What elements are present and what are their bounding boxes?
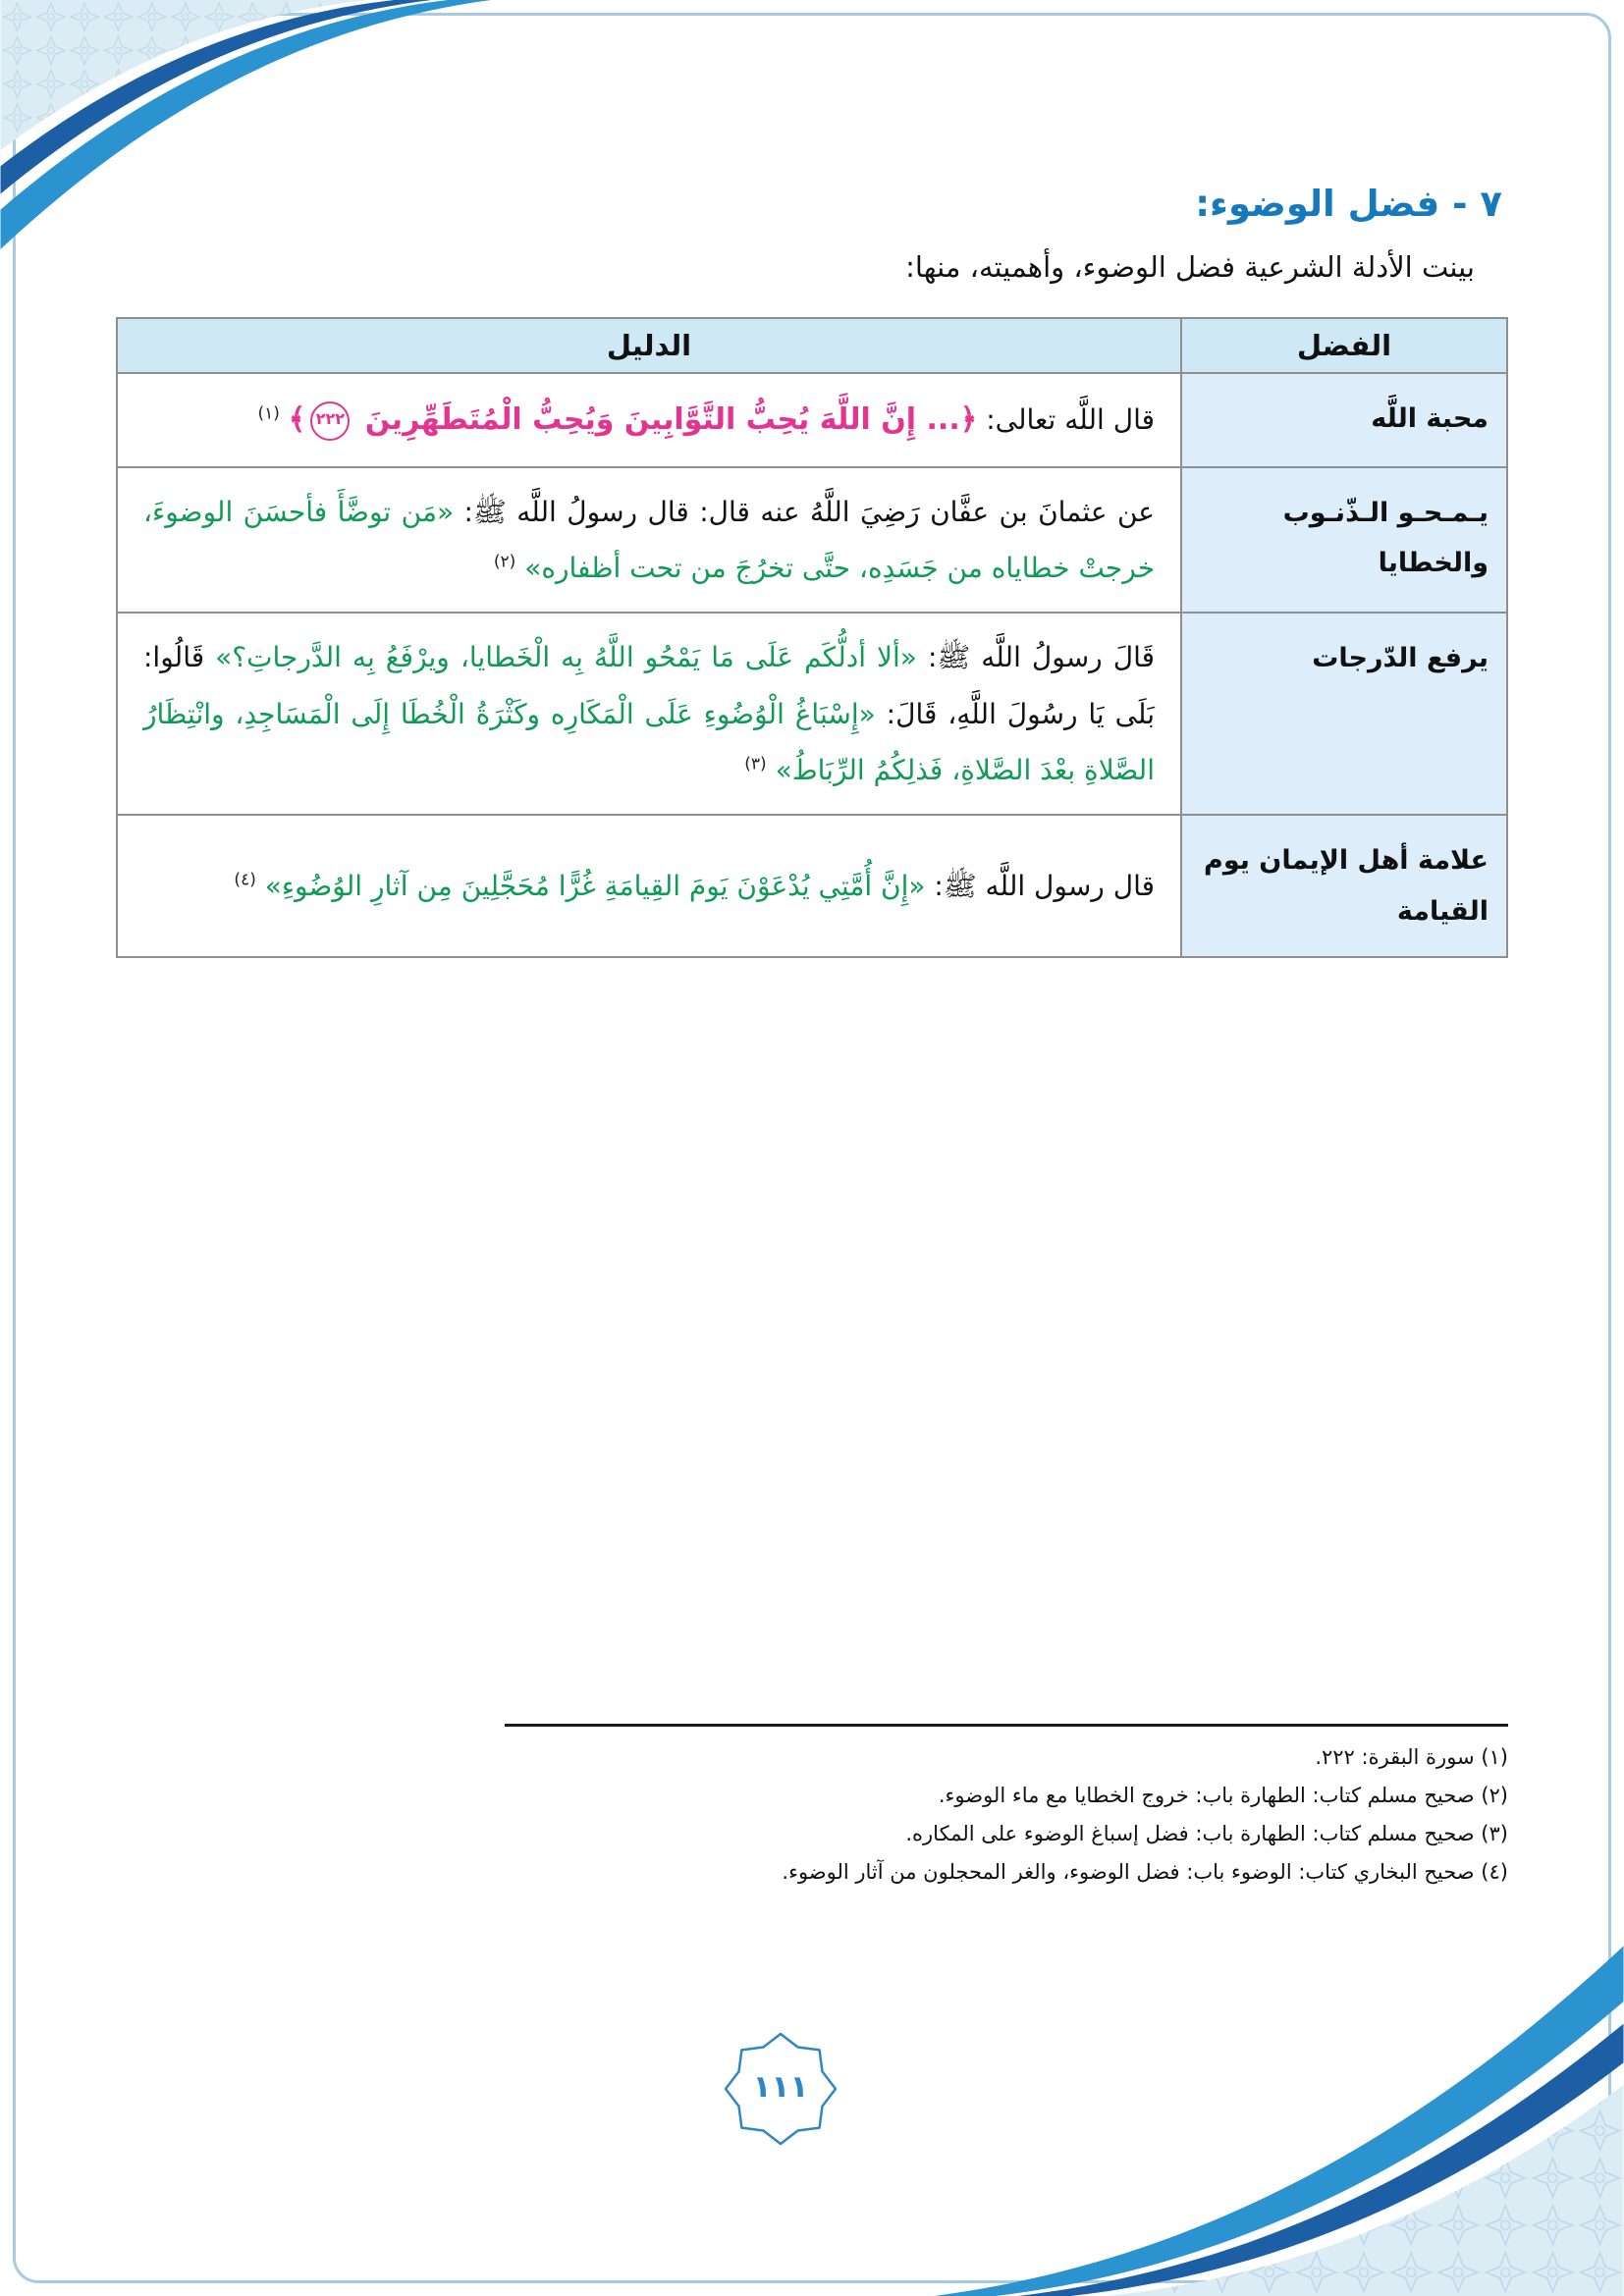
virtues-of-wudu-table (116, 317, 1508, 958)
footnote-line: (٤) صحيح البخاري كتاب: الوضوء باب: فضل الوضوء، والغر المحجلون من آثار الوضوء. (782, 1859, 1508, 1884)
page-number: ١١١ (752, 2069, 809, 2106)
virtue-cell: يرفع الدّرجات (1181, 613, 1507, 815)
virtue-cell: علامة أهل الإيمان يوم القيامة (1181, 815, 1507, 957)
footnote-marker: (٤) (234, 870, 256, 890)
evidence-cell (117, 467, 1181, 614)
footnotes-section (505, 1724, 1508, 1891)
narration-text: قال رسول اللَّه ﷺ: (925, 870, 1155, 903)
page-content (116, 183, 1508, 958)
hadith-text-2: «إِسْبَاغُ الْوُضُوءِ عَلَى الْمَكَارِه وكَثْرَةُ الْخُطَا إِلَى الْمَسَاجِدِ، وانْتِظَارُ الصَّلاةِ بعْدَ الصَّلاةِ، فَذلِكُمُ الرِّبَاطُ» (143, 697, 1155, 787)
section-title: ٧ - فضل الوضوء: (1195, 183, 1502, 225)
virtue-cell: محبة اللَّه (1181, 373, 1507, 467)
table-header-row (117, 318, 1507, 373)
column-header-virtue: الفضل (1181, 318, 1507, 373)
quran-closing-ornament: ﴾ (288, 402, 306, 437)
narration-text: قال اللَّه تعالى: (977, 403, 1155, 436)
footnote-line: (١) سورة البقرة: ٢٢٢. (1315, 1745, 1508, 1769)
footnote-marker: (١) (257, 403, 280, 424)
hadith-text: «ألا أدلُّكَم عَلَى مَا يَمْحُو اللَّهُ بِه الْخَطايا، ويرْفَعُ بِه الدَّرجاتِ؟» (215, 641, 917, 674)
intro-text: بينت الأدلة الشرعية فضل الوضوء، وأهميته، منها: (905, 250, 1475, 284)
evidence-cell (117, 613, 1181, 815)
table-row (117, 467, 1507, 614)
footnote-line: (٢) صحيح مسلم كتاب: الطهارة باب: خروج الخطايا مع ماء الوضوء. (938, 1783, 1508, 1807)
narration-text-2: قَالُوا: بَلَى يَا رسُولَ اللَّهِ، قَالَ: (143, 641, 1155, 730)
table-row (117, 815, 1507, 957)
page-number-badge (722, 2020, 839, 2158)
ayah-number-rosette: ٢٢٢ (310, 401, 350, 441)
evidence-cell (117, 373, 1181, 467)
hadith-text: «مَن توضَّأَ فأحسَنَ الوضوءَ، خرجتْ خطاياه من جَسَدِه، حتَّى تخرُجَ من تحت أظفاره» (143, 495, 1155, 584)
footnote-marker: (٣) (744, 754, 767, 774)
quran-verse-text: ﴿... إِنَّ اللَّهَ يُحِبُّ التَّوَّابِينَ وَيُحِبُّ الْمُتَطَهِّرِينَ (354, 402, 978, 437)
hadith-text: «إِنَّ أُمَّتِي يُدْعَوْنَ يَومَ القِيامَةِ غُرًّا مُحَجَّلِينَ مِن آثارِ الوُضُوءِ» (264, 870, 926, 903)
footnote-marker: (٢) (493, 552, 516, 572)
column-header-evidence: الدليل (117, 318, 1181, 373)
table-row (117, 373, 1507, 467)
table-row (117, 613, 1507, 815)
virtue-cell: يـمـحـو الـذّنـوب والخطايا (1181, 467, 1507, 614)
evidence-cell (117, 815, 1181, 957)
footnote-line: (٣) صحيح مسلم كتاب: الطهارة باب: فضل إسباغ الوضوء على المكاره. (905, 1821, 1508, 1845)
narration-text: عن عثمانَ بن عفَّان رَضِيَ اللَّهُ عنه قال: قال رسولُ اللَّه ﷺ: (454, 495, 1155, 528)
narration-text: قَالَ رسولُ اللَّه ﷺ: (916, 641, 1155, 674)
